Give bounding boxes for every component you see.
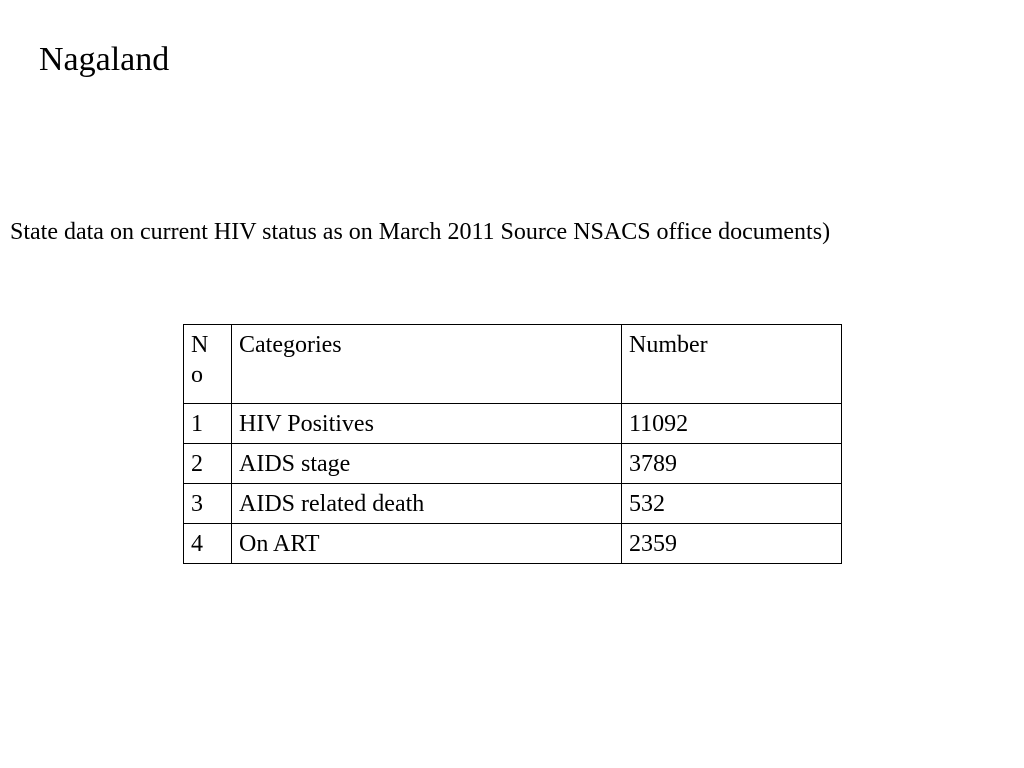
header-no-line2: o xyxy=(191,362,203,388)
cell-category: AIDS related death xyxy=(232,484,622,524)
header-number: Number xyxy=(622,325,842,404)
table-row xyxy=(184,444,842,484)
table-row xyxy=(184,524,842,564)
hiv-status-table xyxy=(183,324,842,564)
table-row xyxy=(184,484,842,524)
cell-no: 1 xyxy=(184,404,232,444)
cell-no: 4 xyxy=(184,524,232,564)
table-row xyxy=(184,404,842,444)
cell-number: 532 xyxy=(622,484,842,524)
cell-category: On ART xyxy=(232,524,622,564)
table-caption: State data on current HIV status as on March 2011 Source NSACS office documents) xyxy=(10,219,831,245)
cell-number: 3789 xyxy=(622,444,842,484)
header-categories: Categories xyxy=(232,325,622,404)
cell-number: 11092 xyxy=(622,404,842,444)
slide-title: Nagaland xyxy=(39,41,170,78)
cell-no: 3 xyxy=(184,484,232,524)
cell-category: AIDS stage xyxy=(232,444,622,484)
cell-category: HIV Positives xyxy=(232,404,622,444)
cell-no: 2 xyxy=(184,444,232,484)
header-no xyxy=(184,325,232,404)
cell-number: 2359 xyxy=(622,524,842,564)
header-no-line1: N xyxy=(191,332,209,358)
table-header-row xyxy=(184,325,842,404)
